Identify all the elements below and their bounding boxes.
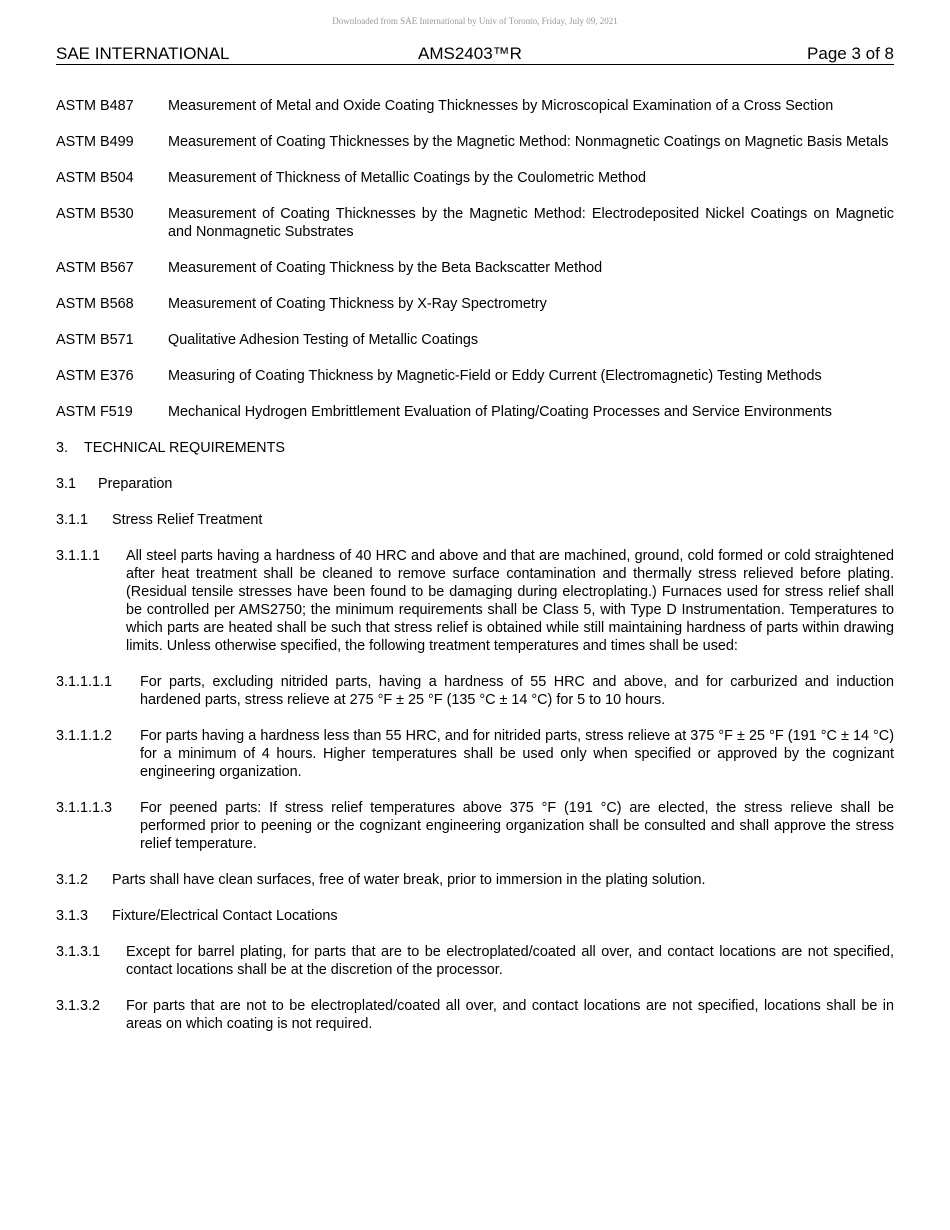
section-paragraph bbox=[56, 943, 894, 979]
reference-code: ASTM B567 bbox=[56, 260, 134, 276]
reference-title: Measurement of Coating Thickness by X-Ray Spectrometry bbox=[168, 296, 547, 312]
reference-title: Measuring of Coating Thickness by Magnetic-Field or Eddy Current (Electromagnetic) Testing Methods bbox=[168, 368, 822, 384]
section-title: Stress Relief Treatment bbox=[112, 512, 263, 528]
reference-title: Qualitative Adhesion Testing of Metallic Coatings bbox=[168, 332, 479, 348]
section-paragraph bbox=[56, 673, 894, 709]
section-number: 3.1.1.1.2 bbox=[56, 728, 113, 744]
section-heading bbox=[56, 475, 894, 493]
section-title: Fixture/Electrical Contact Locations bbox=[112, 908, 338, 924]
section-number: 3. bbox=[56, 440, 69, 456]
section-text: Except for barrel plating, for parts that are to be electroplated/coated all over, and contact locations are not specified, contact locations shall be at the discretion of the processor. bbox=[126, 944, 894, 978]
section-paragraph bbox=[56, 871, 894, 889]
document-body bbox=[56, 97, 894, 1051]
reference-title: Measurement of Coating Thicknesses by the Magnetic Method: Nonmagnetic Coatings on Magnetic Basis Metals bbox=[168, 134, 889, 150]
section-text: For parts that are not to be electroplated/coated all over, and contact locations are not specified, locations shall be in areas on which coating is not required. bbox=[126, 998, 894, 1032]
section-paragraph bbox=[56, 547, 894, 655]
reference-title: Measurement of Thickness of Metallic Coatings by the Coulometric Method bbox=[168, 170, 647, 186]
reference-code: ASTM B504 bbox=[56, 170, 134, 186]
section-text: For parts, excluding nitrided parts, having a hardness of 55 HRC and above, and for carburized and induction hardened parts, stress relieve at 275 °F ± 25 °F (135 °C ± 14 °C) for 5 to 10 hours. bbox=[140, 674, 894, 708]
section-number: 3.1.1.1 bbox=[56, 548, 101, 564]
reference-entry bbox=[56, 331, 894, 349]
reference-title: Measurement of Metal and Oxide Coating Thicknesses by Microscopical Examination of a Cross Section bbox=[168, 98, 834, 114]
reference-title: Measurement of Coating Thickness by the Beta Backscatter Method bbox=[168, 260, 603, 276]
section-number: 3.1 bbox=[56, 476, 77, 492]
reference-code: ASTM B487 bbox=[56, 98, 134, 114]
page-header bbox=[56, 44, 894, 65]
reference-code: ASTM E376 bbox=[56, 368, 134, 384]
reference-entry bbox=[56, 295, 894, 313]
section-title: Preparation bbox=[98, 476, 173, 492]
reference-entry bbox=[56, 169, 894, 187]
reference-entry bbox=[56, 97, 894, 115]
section-number: 3.1.3 bbox=[56, 908, 89, 924]
header-document-id: AMS2403™R bbox=[418, 44, 522, 63]
reference-code: ASTM B568 bbox=[56, 296, 134, 312]
section-paragraph bbox=[56, 799, 894, 853]
section-text: Parts shall have clean surfaces, free of water break, prior to immersion in the plating solution. bbox=[112, 872, 706, 888]
header-page-number: Page 3 of 8 bbox=[807, 44, 894, 63]
section-title: TECHNICAL REQUIREMENTS bbox=[84, 440, 285, 456]
section-number: 3.1.2 bbox=[56, 872, 89, 888]
reference-entry bbox=[56, 259, 894, 277]
section-number: 3.1.1 bbox=[56, 512, 89, 528]
reference-code: ASTM B499 bbox=[56, 134, 134, 150]
reference-code: ASTM B530 bbox=[56, 206, 134, 222]
section-number: 3.1.1.1.1 bbox=[56, 674, 113, 690]
section-paragraph bbox=[56, 727, 894, 781]
section-number: 3.1.1.1.3 bbox=[56, 800, 113, 816]
section-heading bbox=[56, 439, 894, 457]
section-heading bbox=[56, 511, 894, 529]
reference-entry bbox=[56, 403, 894, 421]
section-text: All steel parts having a hardness of 40 HRC and above and that are machined, ground, cold formed or cold straightened after heat treatment shall be cleaned to remove surface contamination and thermally stress relieved before plating. (Residual tensile stresses have been found to be damaging during electroplating.) Furnaces used for stress relief shall be controlled per AMS2750; the minimum requirements shall be Class 5, with Type D Instrumentation. Temperatures to which parts are heated shall be such that stress relief is obtained while still maintaining hardness of parts within drawing limits. Unless otherwise specified, the following treatment temperatures and times shall be used: bbox=[126, 548, 894, 654]
header-organization: SAE INTERNATIONAL bbox=[56, 44, 230, 63]
reference-entry bbox=[56, 133, 894, 151]
section-heading bbox=[56, 907, 894, 925]
section-text: For peened parts: If stress relief temperatures above 375 °F (191 °C) are elected, the stress relieve shall be performed prior to peening or the cognizant engineering organization shall be consulted and shall approve the stress relief temperature. bbox=[140, 800, 894, 852]
section-number: 3.1.3.1 bbox=[56, 944, 101, 960]
reference-title: Measurement of Coating Thicknesses by the Magnetic Method: Electrodeposited Nickel Coatings on Magnetic and Nonmagnetic Substrates bbox=[168, 206, 894, 240]
reference-title: Mechanical Hydrogen Embrittlement Evaluation of Plating/Coating Processes and Service Environments bbox=[168, 404, 832, 420]
section-paragraph bbox=[56, 997, 894, 1033]
reference-entry bbox=[56, 205, 894, 241]
section-text: For parts having a hardness less than 55 HRC, and for nitrided parts, stress relieve at 375 °F ± 25 °F (191 °C ± 14 °C) for a minimum of 4 hours. Higher temperatures shall be used only when specified or approved by the cognizant engineering organization. bbox=[140, 728, 894, 780]
reference-code: ASTM B571 bbox=[56, 332, 134, 348]
download-watermark: Downloaded from SAE International by Univ of Toronto, Friday, July 09, 2021 bbox=[332, 16, 618, 26]
reference-code: ASTM F519 bbox=[56, 404, 133, 420]
reference-entry bbox=[56, 367, 894, 385]
section-number: 3.1.3.2 bbox=[56, 998, 101, 1014]
